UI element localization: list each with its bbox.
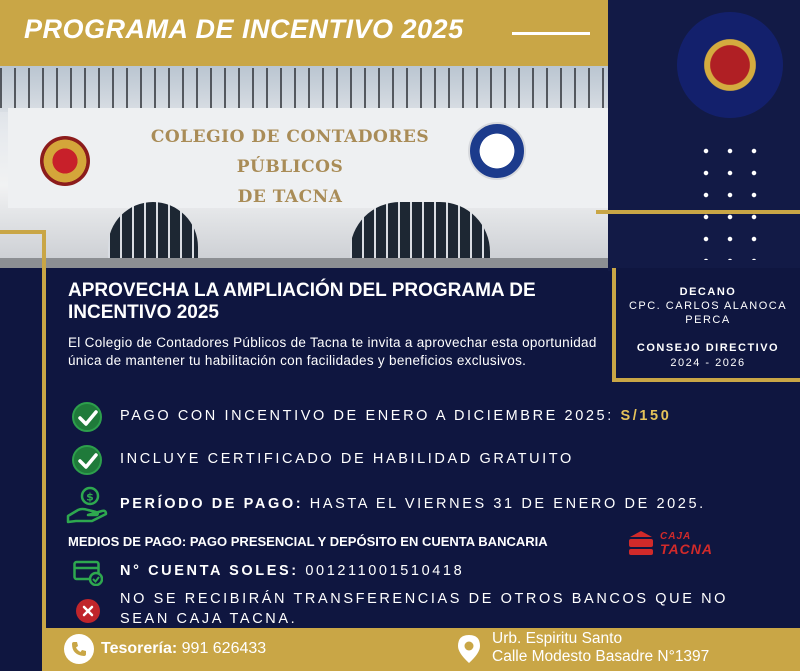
caja-logo-line2: TACNA [660,541,713,557]
decano-name-line1: CPC. CARLOS ALANOCA [628,300,788,312]
x-circle-icon [76,599,100,623]
caja-tacna-logo-icon [626,531,656,557]
bank-card-icon [73,560,103,586]
address [492,630,709,666]
payment-period-label: PERÍODO DE PAGO: [120,496,304,512]
benefit-certificate: INCLUYE CERTIFICADO DE HABILIDAD GRATUITO [120,451,574,467]
council-period: 2024 - 2026 [670,357,746,369]
page-title: PROGRAMA DE INCENTIVO 2025 [24,14,464,44]
benefit-payment [120,408,671,424]
benefit-payment-price: S/150 [620,408,672,424]
council-label: CONSEJO DIRECTIVO [636,342,780,354]
treasury-contact [101,640,266,658]
check-icon [72,445,102,475]
gold-frame-left [42,230,46,671]
svg-text:$: $ [86,490,94,504]
location-pin-icon [456,634,482,664]
treasury-phone: 991 626433 [181,640,267,657]
transfer-warning [120,589,728,629]
money-hand-icon [66,486,108,524]
payment-period [120,496,706,512]
dot-pattern [694,140,774,260]
address-line2: Calle Modesto Basadre N°1397 [492,648,710,665]
check-icon [72,402,102,432]
payment-period-value: HASTA EL VIERNES 31 DE ENERO DE 2025. [309,496,706,512]
balcony-railing [0,68,608,108]
transfer-warning-line1: NO SE RECIBIRÁN TRANSFERENCIAS DE OTROS BANCOS QUE NO [120,591,729,607]
treasury-label: Tesorería: [101,640,178,657]
gold-frame-top-left [0,230,46,234]
building-photo [0,62,608,268]
benefit-payment-text: PAGO CON INCENTIVO DE ENERO A DICIEMBRE 2025: [120,408,614,424]
building-sign [100,122,480,212]
caja-logo-line1: CAJA [660,531,692,542]
account-info [120,563,464,579]
address-line1: Urb. Espiritu Santo [492,630,623,647]
transfer-warning-line2: SEAN CAJA TACNA. [120,611,298,627]
phone-icon [64,634,94,664]
college-seal-logo [677,12,783,118]
building-emblem-left [40,136,90,186]
building-sign-line1: COLEGIO DE CONTADORES PÚBLICOS [150,127,430,177]
decano-name-line2: PERCA [685,314,731,326]
intro-paragraph: El Colegio de Contadores Públicos de Tacna te invita a aprovechar esta oportunidad única de mantener tu habilitación con facilidades y beneficios exclusivos. [68,335,597,368]
gold-frame-top-right [596,210,800,214]
headline: APROVECHA LA AMPLIACIÓN DEL PROGRAMA DE INCENTIVO 2025 [68,280,536,323]
building-sign-line2: DE TACNA [237,187,343,207]
decano-label: DECANO [679,286,737,298]
account-number: 001211001510418 [305,563,465,579]
caja-tacna-logo [626,531,722,559]
payment-methods: MEDIOS DE PAGO: PAGO PRESENCIAL Y DEPÓSITO EN CUENTA BANCARIA [68,534,548,549]
account-label: N° CUENTA SOLES: [120,563,299,579]
decano-box [612,268,800,382]
title-divider [512,32,590,35]
